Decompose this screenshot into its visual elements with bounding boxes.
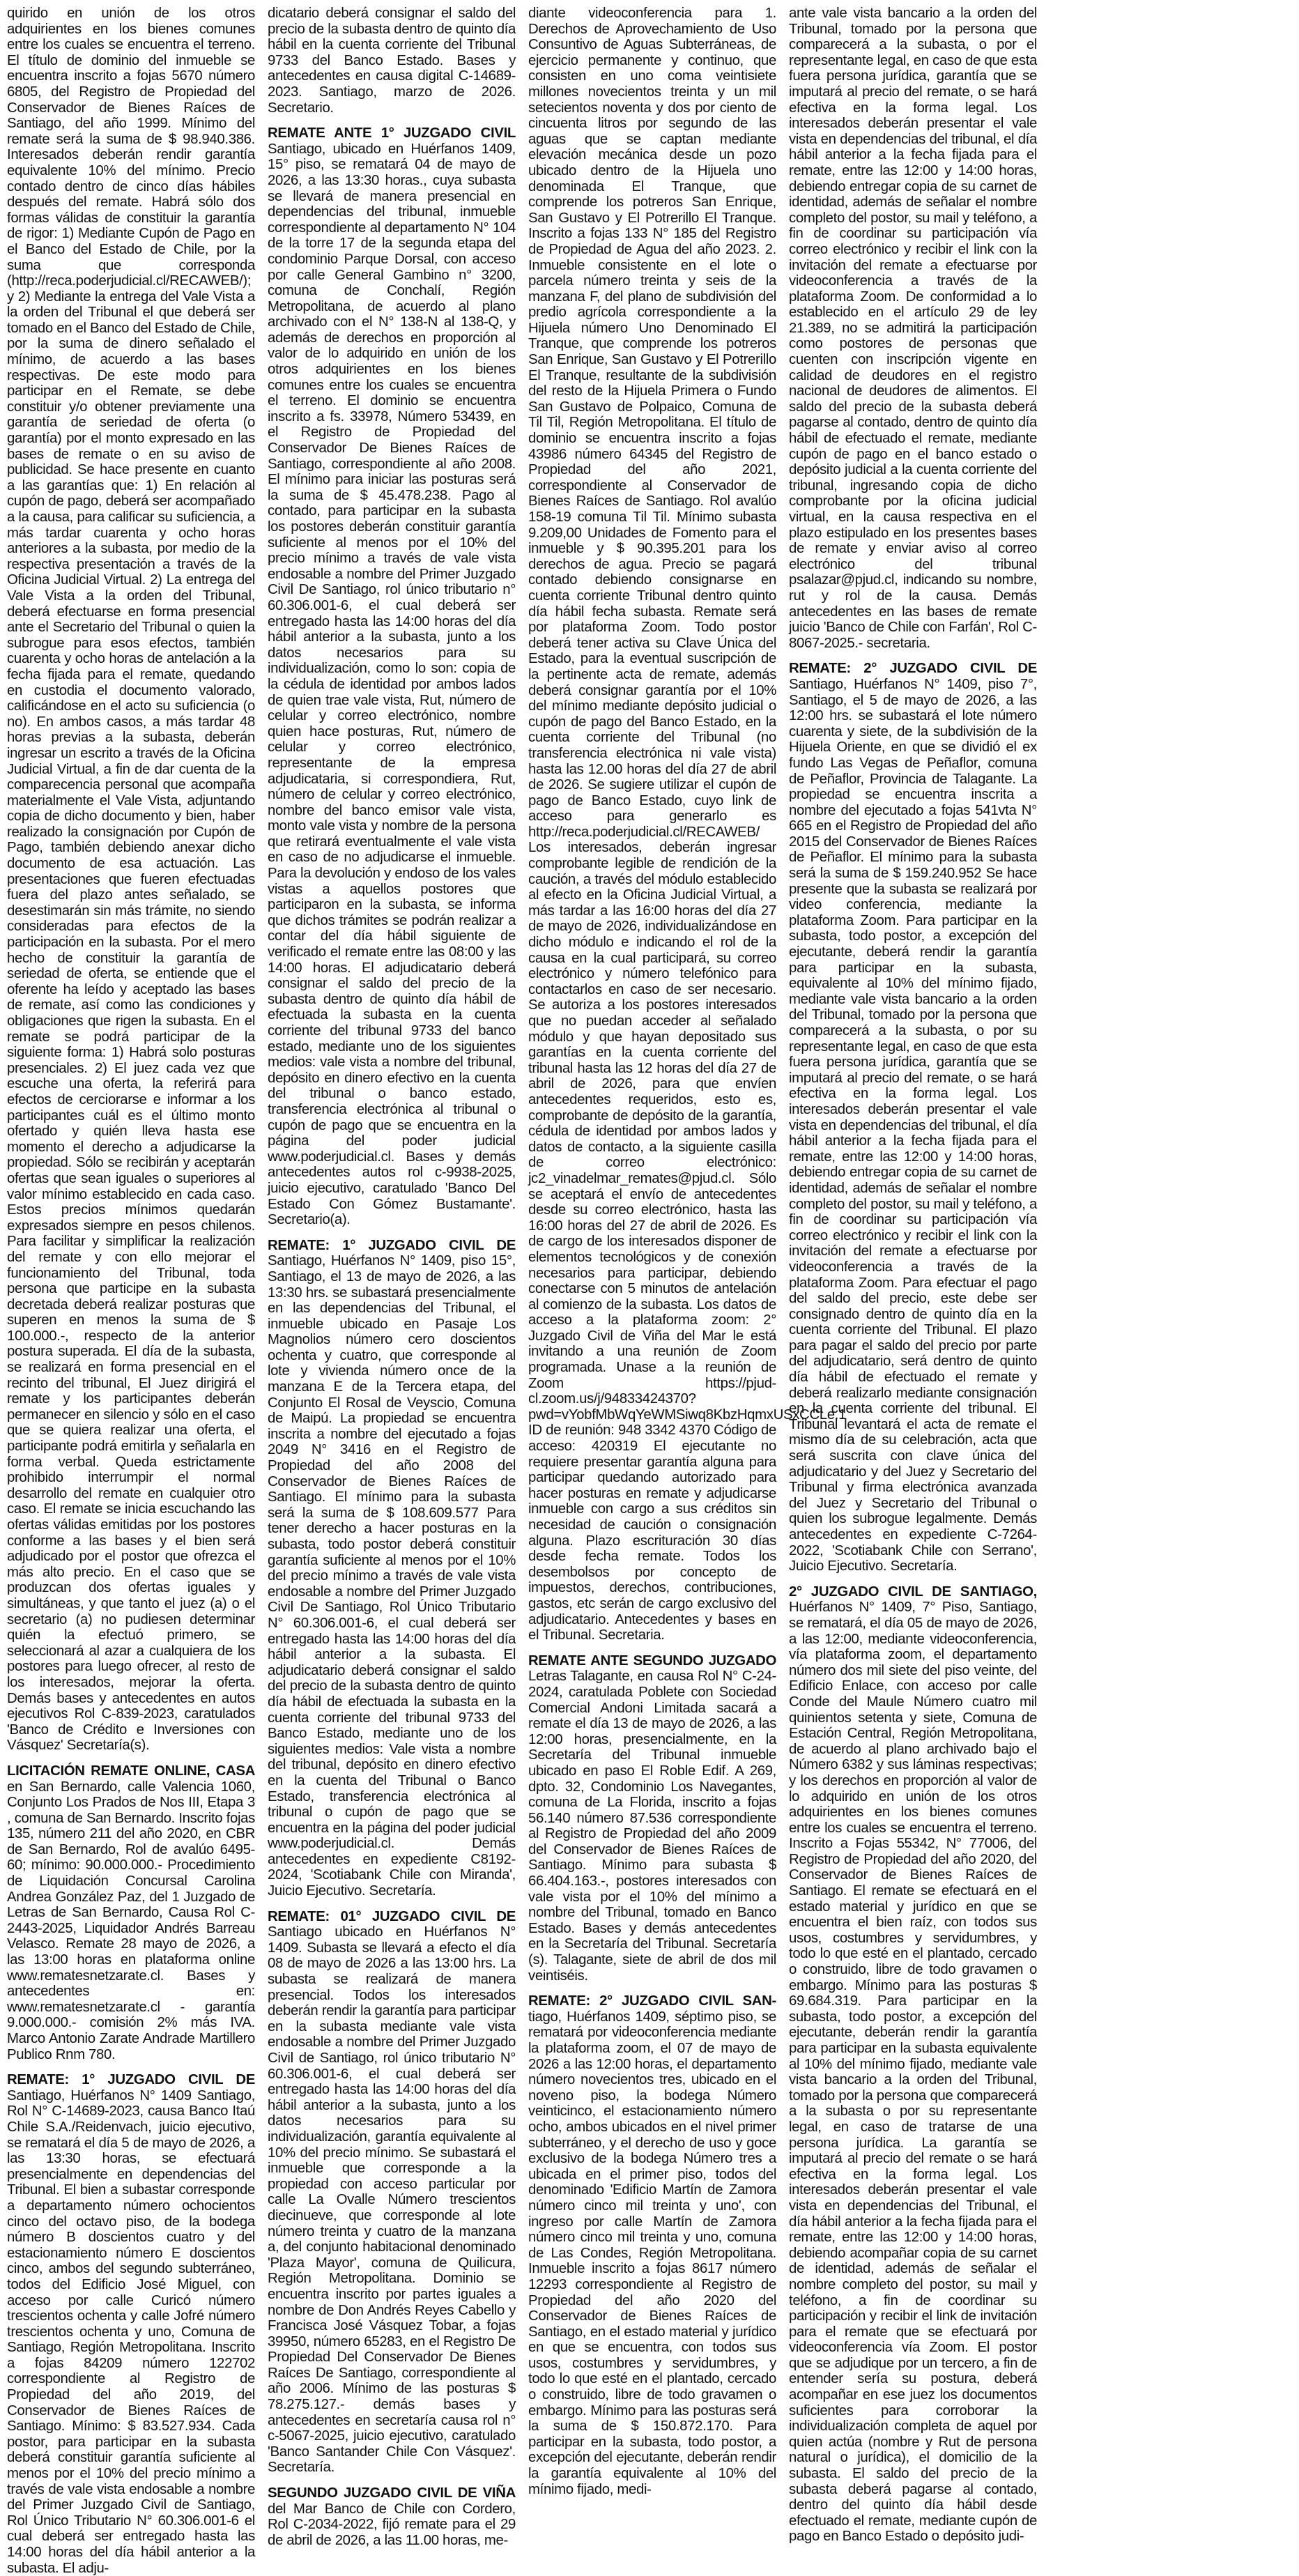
notice-paragraph [268, 1238, 516, 1899]
notice-paragraph [528, 1653, 776, 1984]
notice-paragraph [528, 6, 847, 1643]
notice-title: LICITACIÓN REMATE ONLINE, CASA [7, 1763, 255, 1779]
legal-notice [268, 2485, 516, 2548]
notice-title: REMATE: 2° JUZGADO CIVIL SAN- [528, 1993, 776, 2009]
legal-notice [528, 6, 847, 1643]
notice-title: SEGUNDO JUZGADO CIVIL DE VIÑA [268, 2485, 516, 2501]
legal-notice [528, 1993, 776, 2497]
notice-body: diante videoconferencia para 1. Derechos de Aprovechamiento de Uso Consuntivo de Aguas Subterráneas, de ejercicio permanente y continuo, que consisten en uno coma veintisiete millones novecientos treinta y un mil setecientos noventa y dos por ciento de cincuenta litros por segundo de las aguas que se captan mediante elevación mecánica desde un pozo ubicado dentro de la Hijuela uno denominada El Tranque, que comprende los potreros San Enrique, San Gustavo y El Potrerillo El Tranque. Inscrito a fojas 133 N° 185 del Registro de Propiedad de Agua del año 2023. 2. Inmueble consistente en el lote o parcela número treinta y seis de la manzana F, del plano de subdivisión del predio agrícola correspondiente a la Hijuela número Uno Denominado El Tranque, que comprende los potreros San Enrique, San Gustavo y El Potrerillo El Tranque, resultante de la subdivisión del resto de la Hijuela Primera o Fundo San Gustavo de Polpaico, Comuna de Til Til, Región Metropolitana. El título de dominio se encuentra inscrito a fojas 43986 número 64345 del Registro de Propiedad del año 2021, correspondiente al Conservador de Bienes Raíces de Santiago. Rol avalúo 158-19 comuna Til Til. Mínimo subasta 9.209,00 Unidades de Fomento para el inmueble y $ 90.395.201 para los derechos de agua. Precio se pagará contado debiendo consignarse en cuenta corriente Tribunal dentro quinto día hábil fecha subasta. Remate será por plataforma Zoom. Todo postor deberá tener activa su Clave Única del Estado, para la eventual suscripción de la pertinente acta de remate, además deberá consignar garantía por el 10% del mínimo mediante depósito judicial o cupón de pago del Banco Estado, en la cuenta corriente del Tribunal (no transferencia electrónica ni vale vista) hasta las 12.00 horas del día 27 de abril de 2026. Se sugiere utilizar el cupón de pago de Banco Estado, cuyo link de acceso para generarlo es http://reca.poderjudicial.cl/RECAWEB/ Los interesados, deberán ingresar comprobante legible de rendición de la caución, a través del módulo establecido al efecto en la Oficina Judicial Virtual, a más tardar a las 16:00 horas del día 27 de mayo de 2026, individualizándose en dicho módulo e indicando el rol de la causa en la cual participará, su correo electrónico y número telefónico para contactarlos en caso de ser necesario. Se autoriza a los postores interesados que no puedan acceder al señalado módulo y que hayan depositado sus garantías en la cuenta corriente del tribunal hasta las 12 horas del día 27 de abril de 2026, para que envíen antecedentes requeridos, esto es, comprobante de depósito de la garantía, cédula de identidad por ambos lados y datos de contacto, a la siguiente casilla de correo electrónico: jc2_vinadelmar_remates@pjud.cl. Sólo se aceptará el envío de antecedentes desde su correo electrónico, hasta las 16:00 horas del 27 de abril de 2026. Es de cargo de los interesados disponer de elementos tecnológicos y de conexión necesarios para participar, debiendo conectarse con 5 minutos de antelación al comienzo de la subasta. Los datos de acceso a la plataforma zoom: 2° Juzgado Civil de Viña del Mar le está invitando a una reunión de Zoom programada. Unase a la reunión de Zoom https://pjud-cl.zoom.us/j/94833424370?pwd=vYobfMbWqYeWMSiwq8KbzHqmxUSxCCLe.1 ID de reunión: 948 3342 4370 Código de acceso: 420319 El ejecutante no requiere presentar garantía alguna para participar quedando autorizado para hacer posturas en remate y adjudicarse inmueble con cargo a sus créditos sin necesidad de caución o consignación alguna. Plazo escrituración 30 días desde fecha remate. Todos los desembolsos por concepto de impuestos, derechos, contribuciones, gastos, etc serán de cargo exclusivo del adjudicatario. Antecedentes y bases en el Tribunal. Secretaria. [528, 6, 847, 1643]
legal-notice [268, 125, 516, 1228]
legal-notice [268, 6, 516, 116]
notice-title: REMATE: 1° JUZGADO CIVIL DE [268, 1237, 516, 1253]
notice-paragraph [7, 2072, 255, 2576]
notice-title: REMATE: 01° JUZGADO CIVIL DE [268, 1908, 516, 1924]
notice-body: Santiago ubicado en Huérfanos N° 1409. Subasta se llevará a efecto el día 08 de mayo de 2026 a las 13:00 hrs. La subasta se realizará de manera presencial. Todos los interesados deberán rendir la garantía para participar en la subasta mediante vale vista endosable a nombre del Primer Juzgado Civil de Santiago, rol único tributario N° 60.306.001-6, el cual deberá ser entregado hasta las 14:00 horas del día hábil anterior a la subasta, junto a los datos necesarios para su individualización, garantía equivalente al 10% del precio mínimo. Se subastará el inmueble que corresponde a la propiedad con acceso particular por calle La Ovalle Número trescientos diecinueve, que corresponde al lote número treinta y cuatro de la manzana a, del conjunto habitacional denominado 'Plaza Mayor', comuna de Quilicura, Región Metropolitana. Dominio se encuentra inscrito por partes iguales a nombre de Don Andrés Reyes Cabello y Francisca José Vásquez Tobar, a fojas 39950, número 65283, en el Registro De Propiedad Del Conservador De Bienes Raíces De Santiago, correspondiente al año 2006. Mínimo de las posturas $ 78.275.127.- demás bases y antecedentes en secretaría causa rol n° c-5067-2025, juicio ejecutivo, caratulado 'Banco Santander Chile Con Vásquez'. Secretaría. [268, 1924, 516, 2476]
notice-paragraph [789, 661, 1037, 1574]
legal-notice [789, 1584, 1037, 2545]
legal-notice [268, 1238, 516, 1899]
notice-title: REMATE: 2° JUZGADO CIVIL DE [789, 661, 1037, 677]
notice-paragraph [789, 1584, 1037, 2545]
notice-body: tiago, Huérfanos 1409, séptimo piso, se rematará por videoconferencia mediante la plataforma zoom, el 07 de mayo de 2026 a las 12:00 horas, el departamento número novecientos tres, ubicado en el noveno piso, la bodega Número veinticinco, el estacionamiento número ocho, ambos ubicados en el nivel primer subterráneo, y el derecho de uso y goce exclusivo de la bodega Número tres a ubicada en el primer piso, todos del denominado 'Edificio Martín de Zamora número cinco mil treinta y uno', con ingreso por calle Martín de Zamora número cinco mil treinta y uno, comuna de Las Condes, Región Metropolitana. Inmueble inscrito a fojas 8617 número 12293 correspondiente al Registro de Propiedad del año 2020 del Conservador de Bienes Raíces de Santiago, en el estado material y jurídico en que se encuentra, con todos sus usos, costumbres y servidumbres, y todo lo que esté en el plantado, cercado o construido, libre de todo gravamen o embargo. Mínimo para las posturas será la suma de $ 150.872.170. Para participar en la subasta, todo postor, a excepción del ejecutante, deberán rendir la garantía equivalente al 10% del mínimo fijado, medi- [528, 2009, 776, 2497]
legal-notice [789, 661, 1037, 1574]
notice-paragraph [268, 2485, 516, 2548]
notice-paragraph [268, 1909, 516, 2476]
notice-title: REMATE ANTE 1° JUZGADO CIVIL [268, 125, 516, 141]
notice-body: Santiago, ubicado en Huérfanos 1409, 15° piso, se rematará 04 de mayo de 2026, a las 13:30 horas., cuya subasta se llevará de manera presencial en dependencias del tribunal, inmueble correspondiente al departamento N° 104 de la torre 17 de la segunda etapa del condominio Parque Dorsal, con acceso por calle General Gambino n° 3200, comuna de Conchalí, Región Metropolitana, de acuerdo al plano archivado con el N° 138-N al 138-Q, y además de derechos en proporción al valor de lo adquirido en unión de los otros adquirientes en los bienes comunes entre los cuales se encuentra el terreno. El dominio se encuentra inscrito a fs. 33978, Número 53439, en el Registro de Propiedad del Conservador De Bienes Raíces de Santiago, correspondiente al año 2008. El mínimo para iniciar las posturas será la suma de $ 45.478.238. Pago al contado, para participar en la subasta los postores deberán constituir garantía suficiente al menos por el 10% del precio mínimo a través de vale vista endosable a nombre del Primer Juzgado Civil De Santiago, rol único tributario n° 60.306.001-6, el cual deberá ser entregado hasta las 14:00 horas del día hábil anterior a la subasta, junto a los datos necesarios para su individualización, como lo son: copia de la cédula de identidad por ambos lados de quien trae vale vista, Rut, número de celular y correo electrónico, nombre quien hace posturas, Rut, número de celular y correo electrónico, representante de la empresa adjudicataria, si correspondiera, Rut, número de celular y correo electrónico, nombre del banco emisor vale vista, monto vale vista y nombre de la persona que retirará eventualmente el vale vista en caso de no adjudicarse el inmueble. Para la devolución y endoso de los vales vistas a aquellos postores que participaron en la subasta, se informa que dichos trámites se podrán realizar a contar del día hábil siguiente de verificado el remate entre las 08:00 y las 14:00 horas. El adjudicatario deberá consignar el saldo del precio de la subasta dentro de quinto día hábil de efectuada la subasta en la cuenta corriente del tribunal 9733 del banco estado, mediante uno de los siguientes medios: vale vista a nombre del tribunal, depósito en dinero efectivo en la cuenta del tribunal o banco estado, transferencia electrónica al tribunal o cupón de pago que se encuentra en la página del poder judicial www.poderjudicial.cl. Bases y demás antecedentes autos rol c-9938-2025, juicio ejecutivo, caratulado 'Banco Del Estado Con Gómez Bustamante'. Secretario(a). [268, 141, 516, 1228]
notice-body: Santiago, Huérfanos N° 1409 Santiago, Rol N° C-14689-2023, causa Banco Itaú Chile S.A./Reidenvach, juicio ejecutivo, se rematará el día 5 de mayo de 2026, a las 13:30 horas, se efectuará presencialmente en dependencias del Tribunal. El bien a subastar corresponde a departamento número ochocientos cinco del octavo piso, de la bodega número B doscientos cuatro y del estacionamiento número E doscientos cinco, ambos del segundo subterráneo, todos del Edificio José Miguel, con acceso por calle Curicó número trescientos ochenta y calle Jofré número trescientos ochenta y uno, Comuna de Santiago, Región Metropolitana. Inscrito a fojas 84209 número 122702 correspondiente al Registro de Propiedad del año 2019, del Conservador de Bienes Raíces de Santiago. Mínimo: $ 83.527.934. Cada postor, para participar en la subasta deberá constituir garantía suficiente al menos por el 10% del precio mínimo a través de vale vista endosable a nombre del Primer Juzgado Civil de Santiago, Rol Único Tributario N° 60.306.001-6 el cual deberá ser entregado hasta las 14:00 horas del día hábil anterior a la subasta. El adju- [7, 2087, 255, 2576]
notice-title: 2° JUZGADO CIVIL DE SANTIAGO, [789, 1584, 1037, 1600]
legal-notice [268, 1909, 516, 2476]
column-1 [7, 6, 255, 2576]
notice-paragraph [528, 1993, 776, 2497]
notice-body: Santiago, Huérfanos N° 1409, piso 7°, Santiago, el 5 de mayo de 2026, a las 12:00 hrs. se subastará el lote número cuarenta y siete, de la subdivisión de la Hijuela Oriente, en que se dividió el ex fundo Las Vegas de Peñaflor, comuna de Peñaflor, Provincia de Talagante. La propiedad se encuentra inscrita a nombre del ejecutado a fojas 541vta N° 665 en el Registro de Propiedad del año 2015 del Conservador de Bienes Raíces de Peñaflor. El mínimo para la subasta será la suma de $ 159.240.952 Se hace presente que la subasta se realizará por video conferencia, mediante la plataforma Zoom. Para participar en la subasta, todo postor, a excepción del ejecutante, deberá rendir la garantía para participar en la subasta, equivalente al 10% del mínimo fijado, mediante vale vista bancario a la orden del Tribunal, tomado por la persona que comparecerá a la subasta, o por su representante legal, en caso de que esta fuera persona jurídica, garantía que se imputará al precio del remate, o se hará efectiva en la forma legal. Los interesados deberán presentar el vale vista en dependencias del tribunal, el día hábil anterior a la fecha fijada para el remate, entre las 12:00 y 14:00 horas, debiendo entregar copia de su carnet de identidad, además de señalar el nombre completo del postor, su mail y teléfono, a fin de coordinar su participación vía correo electrónico y recibir el link con la invitación del remate a efectuarse por videoconferencia a través de la plataforma Zoom. Para efectuar el pago del saldo del precio, este debe ser consignado dentro de quinto día en la cuenta corriente del Tribunal. El plazo para pagar el saldo del precio por parte del adjudicatario, será dentro de quinto día hábil de efectuado el remate y deberá realizarlo mediante consignación en la cuenta corriente del tribunal. El Tribunal levantará el acta de remate el mismo día de su celebración, acta que será suscrita con clave única del adjudicatario y del Juez y Secretario del Tribunal y firma electrónica avanzada del Juez y Secretario del Tribunal o quien los subrogue legalmente. Demás antecedentes en expediente C-7264-2022, 'Scotiabank Chile con Serrano', Juicio Ejecutivo. Secretaría. [789, 676, 1037, 1574]
legal-notice [7, 1763, 255, 2062]
legal-notice [7, 2072, 255, 2576]
notice-body: ante vale vista bancario a la orden del Tribunal, tomado por la persona que comparecerá a la subasta, o por el representante legal, en caso de que esta fuera persona jurídica, garantía que se imputará al precio del remate, o se hará efectiva en la forma legal. Los interesados deberán presentar el vale vista en dependencias del tribunal, el día hábil anterior a la fecha fijada para el remate, entre las 12:00 y 14:00 horas, debiendo entregar copia de su carnet de identidad, además de señalar el nombre completo del postor, su mail y teléfono, a fin de coordinar su participación vía correo electrónico y recibir el link con la invitación del remate a efectuarse por videoconferencia a través de la plataforma Zoom. De conformidad a lo establecido en el artículo 29 de ley 21.389, no se admitirá la participación como postores de personas que cuenten con inscripción vigente en calidad de deudores en el registro nacional de deudores de alimentos. El saldo del precio de la subasta deberá pagarse al contado, dentro de quinto día hábil de efectuado el remate, mediante cupón de pago en el banco estado o depósito judicial a la cuenta corriente del tribunal, ingresando copia de dicho comprobante por la oficina judicial virtual, en la causa respectiva en el plazo estipulado en los presentes bases de remate y enviar aviso al correo electrónico del tribunal psalazar@pjud.cl, indicando su nombre, rut y rol de la causa. Demás antecedentes en las bases de remate juicio 'Banco de Chile con Farfán', Rol C-8067-2025.- secretaria. [789, 6, 1037, 651]
notice-paragraph [7, 1763, 255, 2062]
legal-notice [7, 6, 255, 1754]
notice-body: Letras Talagante, en causa Rol N° C-24-2024, caratulada Poblete con Sociedad Comercial Andoni Limitada sacará a remate el día 13 de mayo de 2026, a las 12:00 horas, presencialmente, en la Secretaría del Tribunal inmueble ubicado en paso El Roble Edif. A 269, dpto. 32, Condominio Los Navegantes, comuna de La Florida, inscrito a fojas 56.140 número 87.536 correspondiente al Registro de Propiedad del año 2009 del Conservador de Bienes Raíces de Santiago. Mínimo para subasta $ 66.404.163.-, postores interesados con vale vista por el 10% del mínimo a nombre del Tribunal, tomado en Banco Estado. Bases y demás antecedentes en la Secretaría del Tribunal. Secretaría (s). Talagante, siete de abril de dos mil veintiséis. [528, 1669, 776, 1984]
notice-title: REMATE ANTE SEGUNDO JUZGADO [528, 1653, 776, 1669]
column-3 [528, 6, 847, 2497]
legal-notice [528, 1653, 776, 1984]
notice-body: del Mar Banco de Chile con Cordero, Rol C-2034-2022, fijó remate para el 29 de abril de 2026, a las 11.00 horas, me- [268, 2501, 516, 2548]
notice-title: REMATE: 1° JUZGADO CIVIL DE [7, 2072, 255, 2088]
notice-body: Huérfanos N° 1409, 7° Piso, Santiago, se rematará, el día 05 de mayo de 2026, a las 12:00, mediante videoconferencia, vía plataforma zoom, el departamento número dos mil siete del piso veinte, del Edificio Enlace, con acceso por calle Conde del Maule Número cuatro mil quinientos setenta y siete, Comuna de Estación Central, Región Metropolitana, de acuerdo al plano archivado bajo el Número 6382 y sus láminas respectivas; y los derechos en proporción al valor de lo adquirido en unión de los otros adquirientes en los bienes comunes entre los cuales se encuentra el terreno. Inscrito a Fojas 55342, N° 77006, del Registro de Propiedad del año 2020, del Conservador de Bienes Raíces de Santiago. El remate se efectuará en el estado material y jurídico en que se encuentra el bien raíz, con todos sus usos, costumbres y servidumbres, y todo lo que esté en el plantado, cercado o construido, libre de todo gravamen o embargo. Mínimo para las posturas $ 69.684.319. Para participar en la subasta, todo postor, a excepción del ejecutante, deberán rendir la garantía para participar en la subasta equivalente al 10% del mínimo fijado, mediante vale vista bancario a la orden del Tribunal, tomado por la persona que comparecerá a la subasta o por su representante legal, en caso de tratarse de una persona jurídica. La garantía se imputará al precio del remate o se hará efectiva en la forma legal. Los interesados deberán presentar el vale vista en dependencias del Tribunal, el día hábil anterior a la fecha fijada para el remate, entre las 12:00 y 14:00 horas, debiendo acompañar copia de su carnet de identidad, además de señalar el nombre completo del postor, su mail y teléfono, a fin de coordinar su participación y recibir el link de invitación para el remate que se efectuará por videoconferencia vía Zoom. El postor que se adjudique por un tercero, a fin de entender sería su postura, deberá acompañar en ese juez los documentos suficientes para corroborar la individualización completa de aquel por quien actúa (nombre y Rut de persona natural o jurídica), el domicilio de la subasta. El saldo del precio de la subasta deberá pagarse al contado, dentro del quinto día hábil desde efectuado el remate, mediante cupón de pago en Banco Estado o depósito judi- [789, 1600, 1037, 2545]
notice-body: dicatario deberá consignar el saldo del precio de la subasta dentro de quinto día hábil en la cuenta corriente del Tribunal 9733 del Banco Estado. Bases y antecedentes en causa digital C-14689-2023. Santiago, marzo de 2026. Secretario. [268, 6, 516, 116]
notice-body: en San Bernardo, calle Valencia 1060, Conjunto Los Prados de Nos III, Etapa 3 , comuna de San Bernardo. Inscrito fojas 135, número 211 del año 2020, en CBR de San Bernardo, Rol de avalúo 6495-60; mínimo: 90.000.000.- Procedimiento de Liquidación Concursal Carolina Andrea González Paz, del 1 Juzgado de Letras de San Bernardo, Causa Rol C-2443-2025, Liquidador Andrés Barreau Velasco. Remate 28 mayo de 2026, a las 13:00 horas en plataforma online www.rematesnetzarate.cl. Bases y antecedentes en: www.rematesnetzarate.cl - garantía 9.000.000.- comisión 2% más IVA. Marco Antonio Zarate Andrade Martillero Publico Rnm 780. [7, 1779, 255, 2062]
legal-notice [789, 6, 1037, 651]
column-4 [789, 6, 1037, 2545]
notice-paragraph [789, 6, 1037, 651]
notice-body: quirido en unión de los otros adquirientes en los bienes comunes entre los cuales se encuentra el terreno. El título de dominio del inmueble se encuentra inscrito a fojas 5670 número 6805, del Registro de Propiedad del Conservador de Bienes Raíces de Santiago, del año 1999. Mínimo del remate será la suma de $ 98.940.386. Interesados deberán rendir garantía equivalente 10% del mínimo. Precio contado dentro de cinco días hábiles después del remate. Habrá sólo dos formas válidas de constituir la garantía de rigor: 1) Mediante Cupón de Pago en el Banco del Estado de Chile, por la suma que corresponda (http://reca.poderjudicial.cl/RECAWEB/); y 2) Mediante la entrega del Vale Vista a la orden del Tribunal el que deberá ser tomado en el Banco del Estado de Chile, por la suma de dinero señalado el mínimo, de acuerdo a las bases respectivas. De este modo para participar en el Remate, se debe constituir y/o obtener previamente una garantía de seriedad de oferta (o garantía) por el monto expresado en las bases de remate o en su aviso de publicidad. Se hace presente en cuanto a las garantías que: 1) En relación al cupón de pago, deberá ser acompañado a la causa, para calificar su suficiencia, a más tardar cuarenta y ocho horas anteriores a la subasta, por medio de la respectiva presentación a través de la Oficina Judicial Virtual. 2) La entrega del Vale Vista a la orden del Tribunal, deberá efectuarse en forma presencial ante el Secretario del Tribunal o quien la subrogue para esos efectos, también cuarenta y ocho horas de antelación a la fecha fijada para el remate, quedando en custodia el documento valorado, calificándose en el acto su suficiencia (o no). En ambos casos, a más tardar 48 horas previas a la subasta, deberán ingresar un escrito a través de la Oficina Judicial Virtual, a fin de dar cuenta de la comparecencia personal que acompaña materialmente el Vale Vista, adjuntando copia de dicho documento y bien, haber realizado la consignación por Cupón de Pago, también debiendo anexar dicho documento de esa actuación. Las presentaciones que fueren efectuadas fuera del plazo antes señalado, se desestimarán sin más trámite, no siendo consideradas para efectos de la participación en la subasta. Por el mero hecho de constituir la garantía de seriedad de oferta, se entiende que el oferente ha leído y aceptado las bases de remate, así como las condiciones y obligaciones que rigen la subasta. En el remate se podrá participar de la siguiente forma: 1) Habrá solo posturas presenciales. 2) El juez cada vez que escuche una oferta, la referirá para efectos de cerciorarse e informar a los participantes cuál es el último monto ofertado y quién lleva hasta ese momento el derecho a adjudicarse la propiedad. Sólo se recibirán y aceptarán ofertas que sean iguales o superiores al valor mínimo establecido en cada caso. Estos precios mínimos quedarán expresados siempre en pesos chilenos. Para facilitar y simplificar la realización del remate y con ello mejorar el funcionamiento del Tribunal, toda persona que participe en la subasta decretada deberá realizar posturas que superen en menos la suma de $ 100.000.-, respecto de la anterior postura superada. El día de la subasta, se realizará en forma presencial en el recinto del tribunal, El Juez dirigirá el remate y los participantes deberán permanecer en silencio y sólo en el caso que se quiera realizar una oferta, el participante podrá emitirla y señalarla en forma verbal. Queda estrictamente prohibido interrumpir el normal desarrollo del remate en cualquier otro caso. El remate se inicia escuchando las ofertas válidas emitidas por los postores conforme a las bases y el bien será adjudicado por el postor que ofrezca el más alto precio. En el caso que se produzcan dos ofertas iguales y simultáneas, y que tanto el juez (a) o el secretario (a) no pudiesen determinar quién la efectuó primero, se seleccionará al azar a cualquiera de los postores para luego ofrecer, al resto de los interesados, mejorar la oferta. Demás bases y antecedentes en autos ejecutivos Rol C-839-2023, caratulados 'Banco de Crédito e Inversiones con Vásquez' Secretaría(s). [7, 6, 255, 1754]
notice-paragraph [268, 125, 516, 1228]
notice-body: Santiago, Huérfanos N° 1409, piso 15°, Santiago, el 13 de mayo de 2026, a las 13:30 hrs. se subastará presencialmente en las dependencias del Tribunal, el inmueble ubicado en Pasaje Los Magnolios número cero doscientos ochenta y cuatro, que corresponde al lote y vivienda número once de la manzana E de la Tercera etapa, del Conjunto El Rosal de Veyscio, Comuna de Maipú. La propiedad se encuentra inscrita a nombre del ejecutado a fojas 2049 N° 3416 en el Registro de Propiedad del año 2008 del Conservador de Bienes Raíces de Santiago. El mínimo para la subasta será la suma de $ 108.609.577 Para tener derecho a hacer posturas en la subasta, todo postor deberá constituir garantía suficiente al menos por el 10% del precio mínimo a través de vale vista endosable a nombre del Primer Juzgado Civil De Santiago, Rol Único Tributario N° 60.306.001-6, el cual deberá ser entregado hasta las 14:00 horas del día hábil anterior a la subasta. El adjudicatario deberá consignar el saldo del precio de la subasta dentro de quinto día hábil de efectuada la subasta en la cuenta corriente del tribunal 9733 del Banco Estado, mediante uno de los siguientes medios: Vale vista a nombre del tribunal, depósito en dinero efectivo en la cuenta del Tribunal o Banco Estado, transferencia electrónica al tribunal o cupón de pago que se encuentra en la página del poder judicial www.poderjudicial.cl. Demás antecedentes en expediente C8192-2024, 'Scotiabank Chile con Miranda', Juicio Ejecutivo. Secretaría. [268, 1253, 516, 1899]
notice-paragraph [268, 6, 516, 116]
notice-paragraph [7, 6, 255, 1754]
column-2 [268, 6, 516, 2548]
